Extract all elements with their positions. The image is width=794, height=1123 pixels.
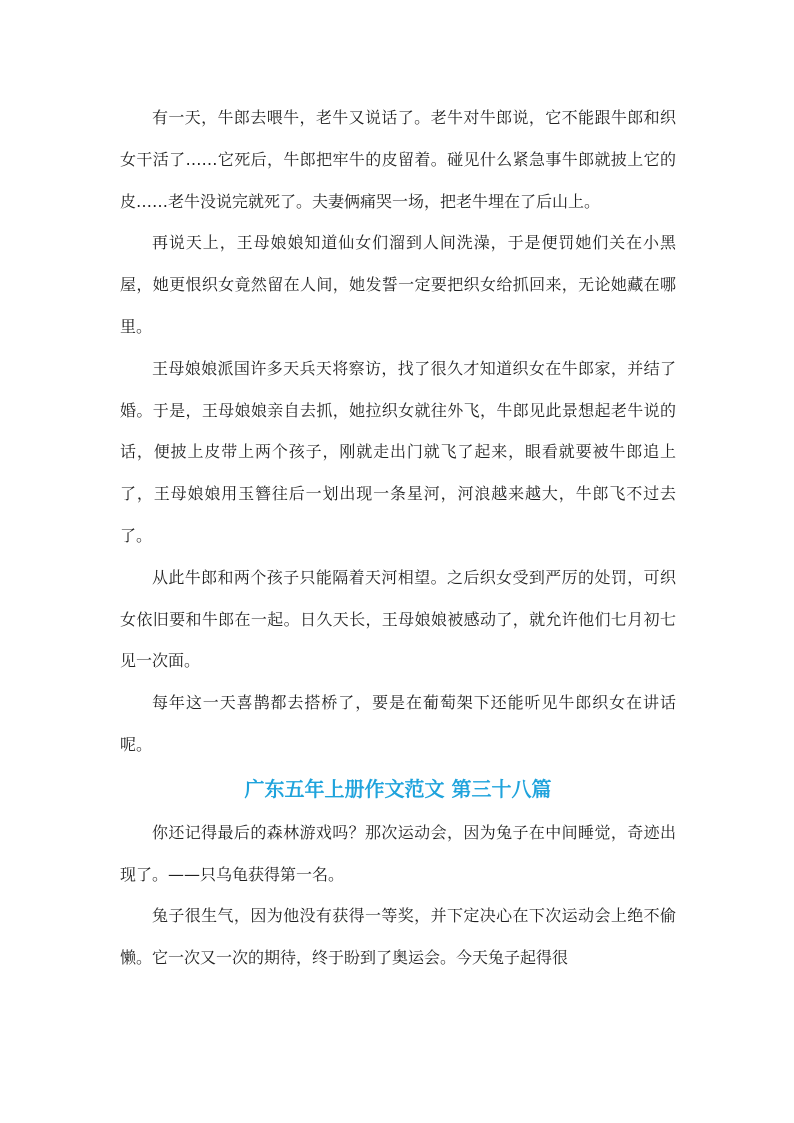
paragraph-forest-games: 你还记得最后的森林游戏吗？那次运动会，因为兔子在中间睡觉，奇迹出现了。——只乌龟获得第一名。: [120, 822, 676, 884]
paragraph-rabbit-angry: 兔子很生气，因为他没有获得一等奖，并下定决心在下次运动会上绝不偷懒。它一次又一次的期待，终于盼到了奥运会。今天兔子起得很: [120, 906, 676, 968]
paragraph-oxen-dies: 有一天，牛郎去喂牛，老牛又说话了。老牛对牛郎说，它不能跟牛郎和织女干活了……它死后，牛郎把牢牛的皮留着。碰见什么紧急事牛郎就披上它的皮……老牛没说完就死了。夫妻俩痛哭一场，把老牛埋在了后山上。: [120, 108, 676, 211]
paragraph-separated: 从此牛郎和两个孩子只能隔着天河相望。之后织女受到严厉的处罚，可织女依旧要和牛郎在一起。日久天长，王母娘娘被感动了，就允许他们七月初七见一次面。: [120, 567, 676, 671]
paragraph-milky-way: 王母娘娘派国许多天兵天将察访，找了很久才知道织女在牛郎家，并结了婚。于是，王母娘娘亲自去抓，她拉织女就往外飞，牛郎见此景想起老牛说的话，便披上皮带上两个孩子，刚就走出门就飞了起来，眼看就要被牛郎追上了，王母娘娘用玉簪往后一划出现一条星河，河浪越来越大，牛郎飞不过去了。: [120, 358, 676, 545]
article-body: [120, 97, 676, 979]
paragraph-magpie-bridge: 每年这一天喜鹊都去搭桥了，要是在葡萄架下还能听见牛郎织女在讲话呢。: [120, 693, 676, 754]
section-heading: 广东五年上册作文范文 第三十八篇: [244, 776, 552, 801]
paragraph-queen-mother-angry: 再说天上，王母娘娘知道仙女们溜到人间洗澡，于是便罚她们关在小黑屋，她更恨织女竟然留在人间，她发誓一定要把织女给抓回来，无论她藏在哪里。: [120, 233, 676, 336]
